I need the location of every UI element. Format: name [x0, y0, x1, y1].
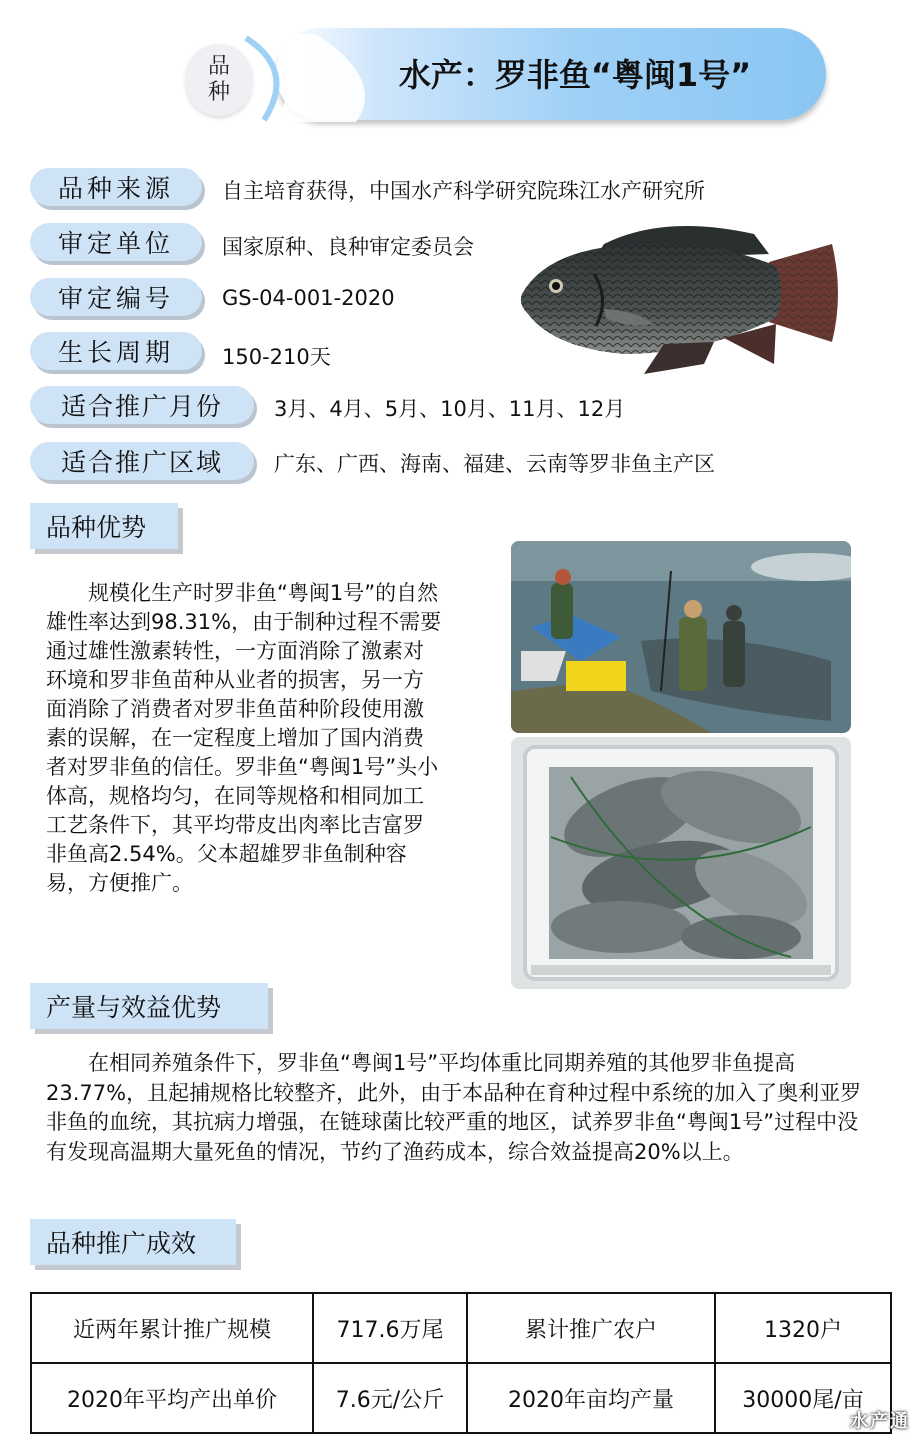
badge-char-2: 种	[207, 80, 230, 105]
advantage-text: 规模化生产时罗非鱼“粤闽1号”的自然雄性率达到98.31%，由于制种过程不需要通过雄性激素转性，一方面消除了激素对环境和罗非鱼苗种从业者的损害，另一方面消除了消费者对罗非鱼苗种阶段使用激素的误解，在一定程度上增加了国内消费者对罗非鱼的信任。罗非鱼“粤闽1号”头小体高，规格均匀，在同等规格和相同加工工艺条件下，其平均带皮出肉率比吉富罗非鱼高2.54%。父本超雄罗非鱼制种容易，方便推广。	[46, 581, 442, 895]
section-heading-promotion: 品种推广成效	[30, 1219, 236, 1265]
table-cell: 717.6万尾	[313, 1293, 467, 1363]
field-value-months: 3月、4月、5月、10月、11月、12月	[274, 397, 626, 421]
field-value-authority: 国家原种、良种审定委员会	[222, 235, 474, 259]
field-label-cycle: 生长周期	[30, 332, 202, 370]
field-label-code: 审定编号	[30, 278, 202, 316]
field-value-region: 广东、广西、海南、福建、云南等罗非鱼主产区	[274, 452, 715, 476]
field-label-source: 品种来源	[30, 168, 202, 206]
badge-char-1: 品	[207, 54, 230, 79]
promotion-table	[30, 1292, 892, 1434]
field-label-region: 适合推广区域	[30, 442, 254, 480]
table-cell: 累计推广农户	[467, 1293, 715, 1363]
watermark: 水产通	[850, 1411, 910, 1432]
field-value-code: GS-04-001-2020	[222, 286, 395, 310]
field-label-authority: 审定单位	[30, 223, 202, 261]
yield-paragraph	[46, 1049, 878, 1167]
advantage-paragraph	[46, 579, 442, 898]
fish-crate-photo	[511, 737, 851, 989]
table-cell: 30000尾/亩	[715, 1363, 891, 1433]
yield-text: 在相同养殖条件下，罗非鱼“粤闽1号”平均体重比同期养殖的其他罗非鱼提高23.77%，且起捕规格比较整齐，此外，由于本品种在育种过程中系统的加入了奥利亚罗非鱼的血统，其抗病力增强，在链球菌比较严重的地区，试养罗非鱼“粤闽1号”过程中没有发现高温期大量死鱼的情况，节约了渔药成本，综合效益提高20%以上。	[46, 1051, 862, 1164]
table-cell: 近两年累计推广规模	[31, 1293, 313, 1363]
section-heading-yield: 产量与效益优势	[30, 983, 268, 1029]
field-value-cycle: 150-210天	[222, 345, 331, 369]
tilapia-fish-image	[514, 214, 844, 376]
page-title: 水产：罗非鱼“粤闽1号”	[398, 56, 752, 94]
table-row	[31, 1293, 891, 1363]
table-cell: 2020年亩均产量	[467, 1363, 715, 1433]
field-label-months: 适合推广月份	[30, 386, 254, 424]
table-cell: 1320户	[715, 1293, 891, 1363]
category-badge	[186, 44, 252, 116]
table-cell: 7.6元/公斤	[313, 1363, 467, 1433]
table-cell: 2020年平均产出单价	[31, 1363, 313, 1433]
field-value-source: 自主培育获得，中国水产科学研究院珠江水产研究所	[222, 179, 705, 203]
table-row	[31, 1363, 891, 1433]
harvest-photo	[511, 541, 851, 733]
section-heading-advantage: 品种优势	[30, 503, 178, 549]
